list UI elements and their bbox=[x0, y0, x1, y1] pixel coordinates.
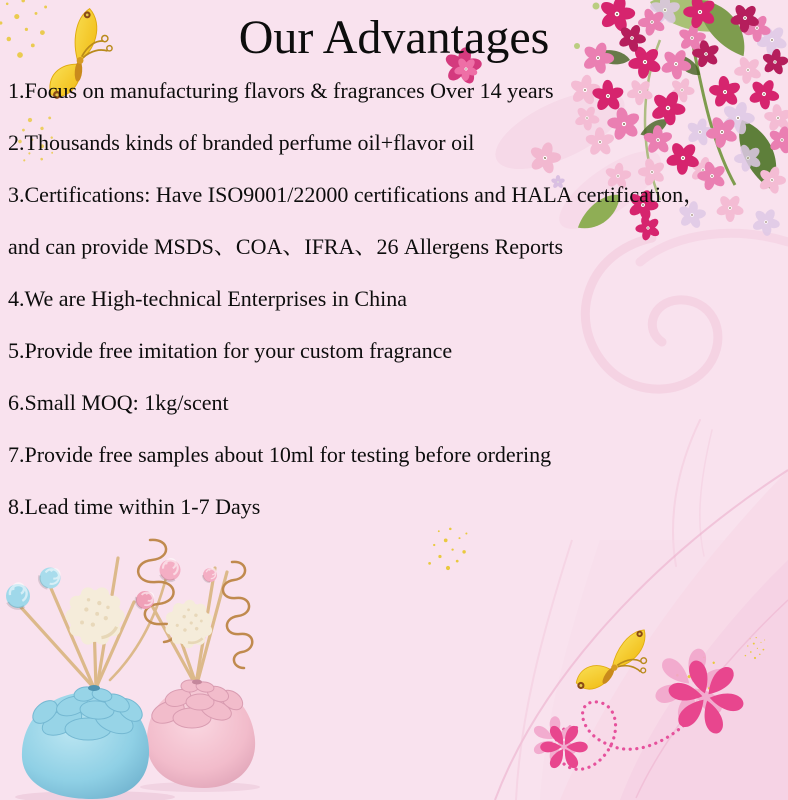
blue-rose bbox=[3, 581, 34, 612]
advantage-line: 2.Thousands kinds of branded perfume oil+flavor oil bbox=[8, 130, 475, 155]
pink-vase bbox=[147, 680, 255, 789]
advantage-line: 3.Certifications: Have ISO9001/22000 certifications and HALA certification， bbox=[8, 182, 706, 207]
diffuser-product-image bbox=[3, 540, 260, 800]
pink-rose bbox=[157, 557, 183, 583]
advantage-line: 7.Provide free samples about 10ml for testing before ordering bbox=[8, 442, 552, 467]
advantage-line: 1.Focus on manufacturing flavors & fragrances Over 14 years bbox=[8, 78, 554, 103]
sola-flower bbox=[65, 587, 124, 644]
advantages-list bbox=[8, 65, 780, 533]
advantage-line: 5.Provide free imitation for your custom fragrance bbox=[8, 338, 453, 363]
advantage-line: and can provide MSDS、COA、IFRA、26 Allergens Reports bbox=[8, 234, 564, 259]
advantage-line: 4.We are High-technical Enterprises in China bbox=[8, 286, 407, 311]
advantage-line: 8.Lead time within 1-7 Days bbox=[8, 494, 261, 519]
pink-rose bbox=[202, 567, 218, 583]
blue-vase bbox=[22, 685, 149, 799]
advantage-line: 6.Small MOQ: 1kg/scent bbox=[8, 390, 229, 415]
page-title: Our Advantages bbox=[238, 11, 550, 64]
blue-rose bbox=[36, 564, 64, 592]
